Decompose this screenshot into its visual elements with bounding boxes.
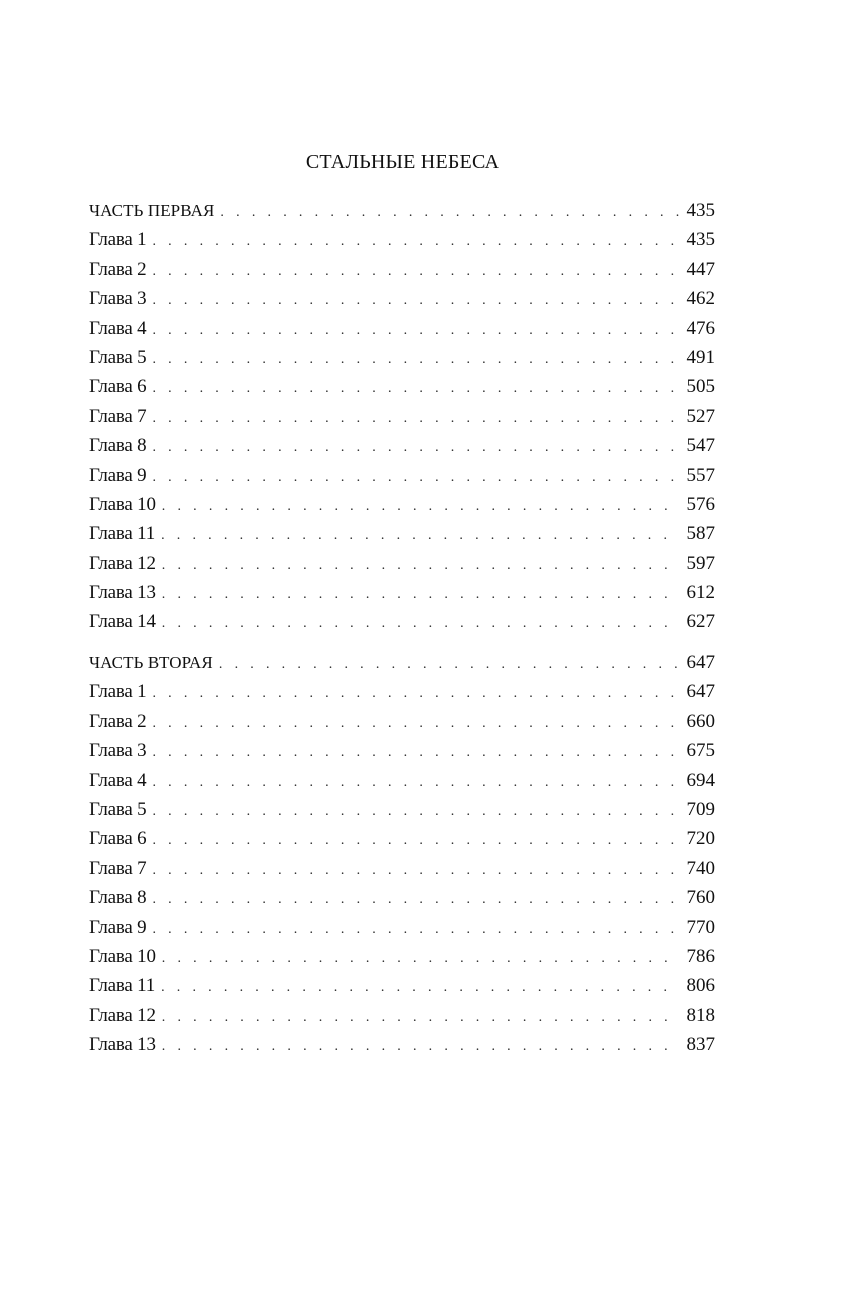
- page-number: 612: [686, 582, 715, 604]
- toc-chapter-row[interactable]: [89, 519, 715, 548]
- page-number: 462: [686, 288, 715, 310]
- dot-leader: [152, 257, 679, 286]
- dot-leader: [152, 463, 679, 492]
- chapter-label: Глава 3: [89, 740, 147, 762]
- page-number: 505: [686, 376, 715, 398]
- dot-leader: [219, 650, 680, 679]
- chapter-label: Глава 7: [89, 405, 147, 427]
- toc-chapter-row[interactable]: [89, 314, 715, 343]
- chapter-label: Глава 13: [89, 1034, 156, 1056]
- page-number: 720: [686, 828, 715, 850]
- page-number: 435: [686, 200, 715, 221]
- toc-chapter-row[interactable]: [89, 284, 715, 313]
- toc-chapter-row[interactable]: [89, 461, 715, 490]
- chapter-label: Глава 6: [89, 376, 147, 398]
- page-number: 786: [686, 945, 715, 967]
- dot-leader: [152, 856, 679, 885]
- dot-leader: [162, 609, 680, 638]
- toc-chapter-row[interactable]: [89, 677, 715, 706]
- toc-chapter-row[interactable]: [89, 766, 715, 795]
- page-number: 647: [686, 652, 715, 673]
- chapter-label: Глава 14: [89, 611, 156, 633]
- page-number: 806: [686, 975, 715, 997]
- chapter-label: Глава 13: [89, 582, 156, 604]
- dot-leader: [152, 286, 679, 315]
- dot-leader: [152, 709, 679, 738]
- page-number: 527: [686, 405, 715, 427]
- page-number: 818: [686, 1004, 715, 1026]
- dot-leader: [152, 433, 679, 462]
- dot-leader: [152, 374, 679, 403]
- chapter-label: Глава 5: [89, 346, 147, 368]
- dot-leader: [152, 826, 679, 855]
- chapter-label: Глава 7: [89, 857, 147, 879]
- page-number: 675: [686, 740, 715, 762]
- toc-chapter-row[interactable]: [89, 824, 715, 853]
- toc-chapter-row[interactable]: [89, 607, 715, 636]
- chapter-label: Глава 2: [89, 258, 147, 280]
- dot-leader: [152, 316, 679, 345]
- chapter-label: Глава 5: [89, 798, 147, 820]
- chapter-label: Глава 8: [89, 887, 147, 909]
- page-number: 597: [686, 552, 715, 574]
- page-number: 435: [686, 229, 715, 251]
- chapter-label: Глава 3: [89, 288, 147, 310]
- page-number: 627: [686, 611, 715, 633]
- page-number: 587: [686, 523, 715, 545]
- page-number: 491: [686, 346, 715, 368]
- dot-leader: [162, 492, 680, 521]
- chapter-label: Глава 4: [89, 769, 147, 791]
- toc-part-first: [89, 196, 715, 637]
- dot-leader: [162, 551, 680, 580]
- page-number: 709: [686, 798, 715, 820]
- dot-leader: [152, 345, 679, 374]
- dot-leader: [162, 580, 680, 609]
- dot-leader: [220, 198, 679, 227]
- dot-leader: [152, 885, 679, 914]
- dot-leader: [162, 944, 680, 973]
- dot-leader: [162, 1003, 680, 1032]
- dot-leader: [161, 521, 679, 550]
- toc-chapter-row[interactable]: [89, 1030, 715, 1059]
- chapter-label: Глава 11: [89, 523, 156, 545]
- toc-chapter-row[interactable]: [89, 883, 715, 912]
- toc-chapter-row[interactable]: [89, 490, 715, 519]
- page-number: 694: [686, 769, 715, 791]
- dot-leader: [152, 679, 679, 708]
- toc-chapter-row[interactable]: [89, 707, 715, 736]
- toc-chapter-row[interactable]: [89, 372, 715, 401]
- page-number: 740: [686, 857, 715, 879]
- toc-part-row[interactable]: [89, 648, 715, 677]
- chapter-label: Глава 9: [89, 916, 147, 938]
- toc-chapter-row[interactable]: [89, 736, 715, 765]
- chapter-label: Глава 6: [89, 828, 147, 850]
- chapter-label: Глава 12: [89, 552, 156, 574]
- page-number: 576: [686, 493, 715, 515]
- page-number: 660: [686, 710, 715, 732]
- toc-chapter-row[interactable]: [89, 854, 715, 883]
- page-number: 770: [686, 916, 715, 938]
- page-number: 837: [686, 1034, 715, 1056]
- chapter-label: Глава 8: [89, 435, 147, 457]
- toc-chapter-row[interactable]: [89, 343, 715, 372]
- chapter-label: Глава 2: [89, 710, 147, 732]
- chapter-label: Глава 1: [89, 229, 147, 251]
- toc-chapter-row[interactable]: [89, 578, 715, 607]
- toc-part-second: [89, 648, 715, 1059]
- page-number: 557: [686, 464, 715, 486]
- page-number: 476: [686, 317, 715, 339]
- dot-leader: [161, 973, 679, 1002]
- toc-chapter-row[interactable]: [89, 971, 715, 1000]
- toc-chapter-row[interactable]: [89, 549, 715, 578]
- dot-leader: [162, 1032, 680, 1061]
- part-title: ЧАСТЬ ПЕРВАЯ: [89, 201, 215, 220]
- dot-leader: [152, 915, 679, 944]
- toc-chapter-row[interactable]: [89, 255, 715, 284]
- chapter-label: Глава 4: [89, 317, 147, 339]
- chapter-label: Глава 10: [89, 945, 156, 967]
- toc-chapter-row[interactable]: [89, 795, 715, 824]
- chapter-label: Глава 9: [89, 464, 147, 486]
- toc-part-row[interactable]: [89, 196, 715, 225]
- chapter-label: Глава 12: [89, 1004, 156, 1026]
- dot-leader: [152, 404, 679, 433]
- page-number: 547: [686, 435, 715, 457]
- page-number: 647: [686, 681, 715, 703]
- part-title: ЧАСТЬ ВТОРАЯ: [89, 653, 213, 672]
- chapter-label: Глава 11: [89, 975, 156, 997]
- dot-leader: [152, 227, 679, 256]
- page-title: СТАЛЬНЫЕ НЕБЕСА: [305, 151, 500, 173]
- page-number: 447: [686, 258, 715, 280]
- page-number: 760: [686, 887, 715, 909]
- chapter-label: Глава 10: [89, 493, 156, 515]
- dot-leader: [152, 738, 679, 767]
- chapter-label: Глава 1: [89, 681, 147, 703]
- dot-leader: [152, 797, 679, 826]
- toc-chapter-row[interactable]: [89, 942, 715, 971]
- toc-chapter-row[interactable]: [89, 1001, 715, 1030]
- toc-chapter-row[interactable]: [89, 431, 715, 460]
- toc-chapter-row[interactable]: [89, 225, 715, 254]
- dot-leader: [152, 768, 679, 797]
- toc-chapter-row[interactable]: [89, 402, 715, 431]
- toc-chapter-row[interactable]: [89, 913, 715, 942]
